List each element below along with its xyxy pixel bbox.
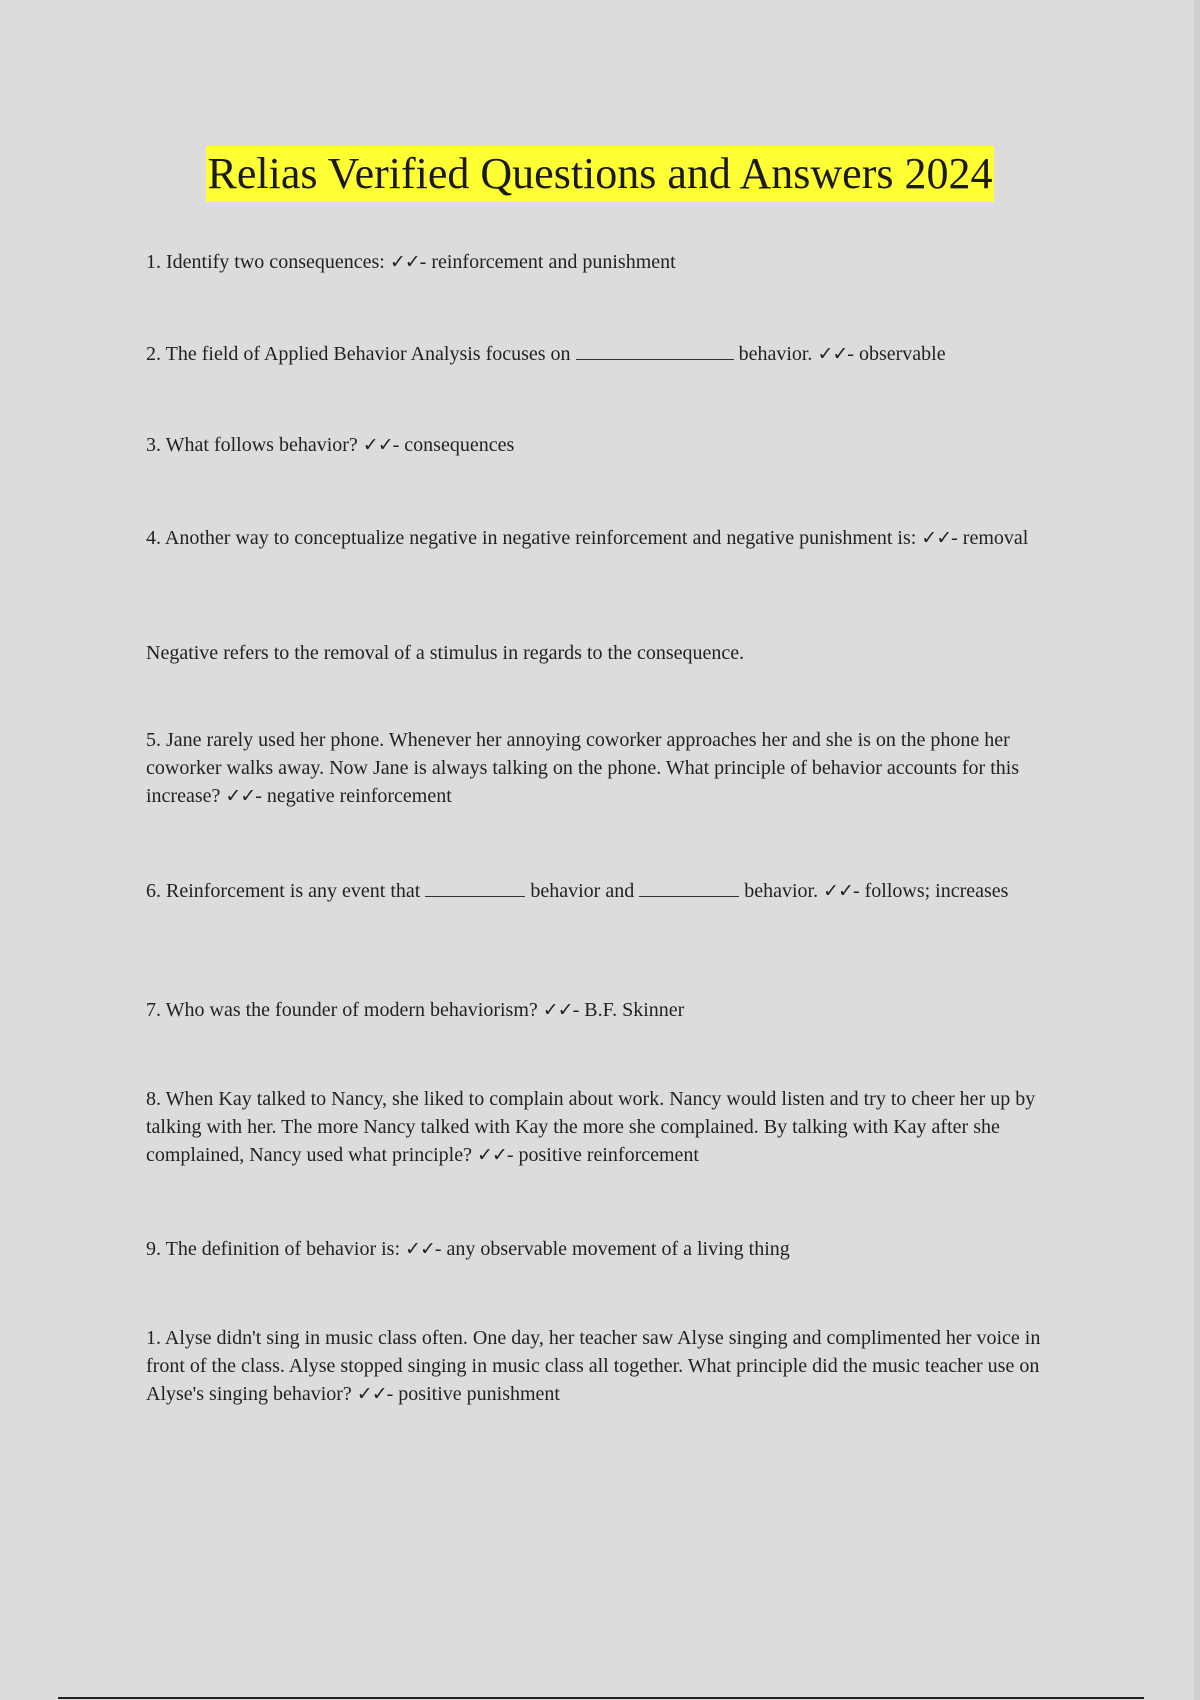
qa-item-6	[146, 877, 1066, 905]
fill-in-blank	[425, 878, 525, 897]
question-text: 4. Another way to conceptualize negative in negative reinforcement and negative punishment is:	[146, 527, 917, 549]
qa-item-3	[146, 431, 1066, 459]
qa-item-7	[146, 996, 1066, 1024]
question-text: 1. Identify two consequences:	[146, 251, 385, 273]
answer-text: - reinforcement and punishment	[419, 251, 676, 273]
qa-item-2	[146, 340, 1066, 368]
answer-text: - follows; increases	[852, 880, 1009, 902]
question-text: 9. The definition of behavior is:	[146, 1238, 401, 1260]
check-icon: ✓✓	[405, 1238, 435, 1260]
qa-item-9	[146, 1235, 1066, 1263]
answer-text: - any observable movement of a living thing	[434, 1238, 790, 1260]
check-icon: ✓✓	[356, 1383, 387, 1405]
question-text: 1. Alyse didn't sing in music class often. One day, her teacher saw Alyse singing and complimented her voice in front of the class. Alyse stopped singing in music class all together. What principle did the music teacher use on Alyse's singing behavior?	[146, 1327, 1041, 1405]
question-text: 6. Reinforcement is any event that	[146, 880, 421, 902]
check-icon: ✓✓	[823, 880, 853, 902]
check-icon: ✓✓	[362, 434, 393, 456]
qa-item-5	[146, 726, 1066, 810]
question-text: 8. When Kay talked to Nancy, she liked to complain about work. Nancy would listen and try to cheer her up by talking with her. The more Nancy talked with Kay the more she complained. By talking with Kay after she complained, Nancy used what principle?	[146, 1088, 1036, 1166]
question-text-middle: behavior and	[530, 880, 635, 902]
fill-in-blank	[576, 341, 734, 360]
page-bottom-rule	[58, 1697, 1144, 1699]
qa-item-4	[146, 524, 1066, 552]
answer-text: - negative reinforcement	[255, 785, 452, 807]
question-text: 7. Who was the founder of modern behaviorism?	[146, 999, 538, 1021]
document-title: Relias Verified Questions and Answers 2024	[206, 146, 995, 202]
note-text: Negative refers to the removal of a stimulus in regards to the consequence.	[146, 642, 745, 664]
check-icon: ✓✓	[389, 251, 420, 273]
check-icon: ✓✓	[542, 999, 573, 1021]
check-icon: ✓✓	[921, 527, 952, 549]
answer-text: - removal	[951, 527, 1029, 549]
question-text-after: behavior.	[744, 880, 819, 902]
check-icon: ✓✓	[225, 785, 256, 807]
fill-in-blank	[639, 878, 739, 897]
answer-text: - consequences	[392, 434, 515, 456]
answer-text: - B.F. Skinner	[572, 999, 685, 1021]
question-text: 5. Jane rarely used her phone. Whenever her annoying coworker approaches her and she is on the phone her coworker walks away. Now Jane is always talking on the phone. What principle of behavior accounts for this increase?	[146, 729, 1020, 807]
qa-item-1	[146, 248, 1066, 276]
answer-text: - positive reinforcement	[506, 1144, 699, 1166]
qa-item-10	[146, 1324, 1066, 1408]
page-right-edge	[1194, 0, 1200, 1700]
title-block	[0, 146, 1200, 202]
question-text: 3. What follows behavior?	[146, 434, 358, 456]
answer-text: - observable	[847, 343, 946, 365]
qa-item-8	[146, 1085, 1066, 1169]
question-text-after: behavior.	[738, 343, 813, 365]
check-icon: ✓✓	[817, 343, 848, 365]
explanation-note	[146, 639, 1066, 667]
check-icon: ✓✓	[477, 1144, 507, 1166]
question-text: 2. The field of Applied Behavior Analysis focuses on	[146, 343, 571, 365]
answer-text: - positive punishment	[386, 1383, 560, 1405]
